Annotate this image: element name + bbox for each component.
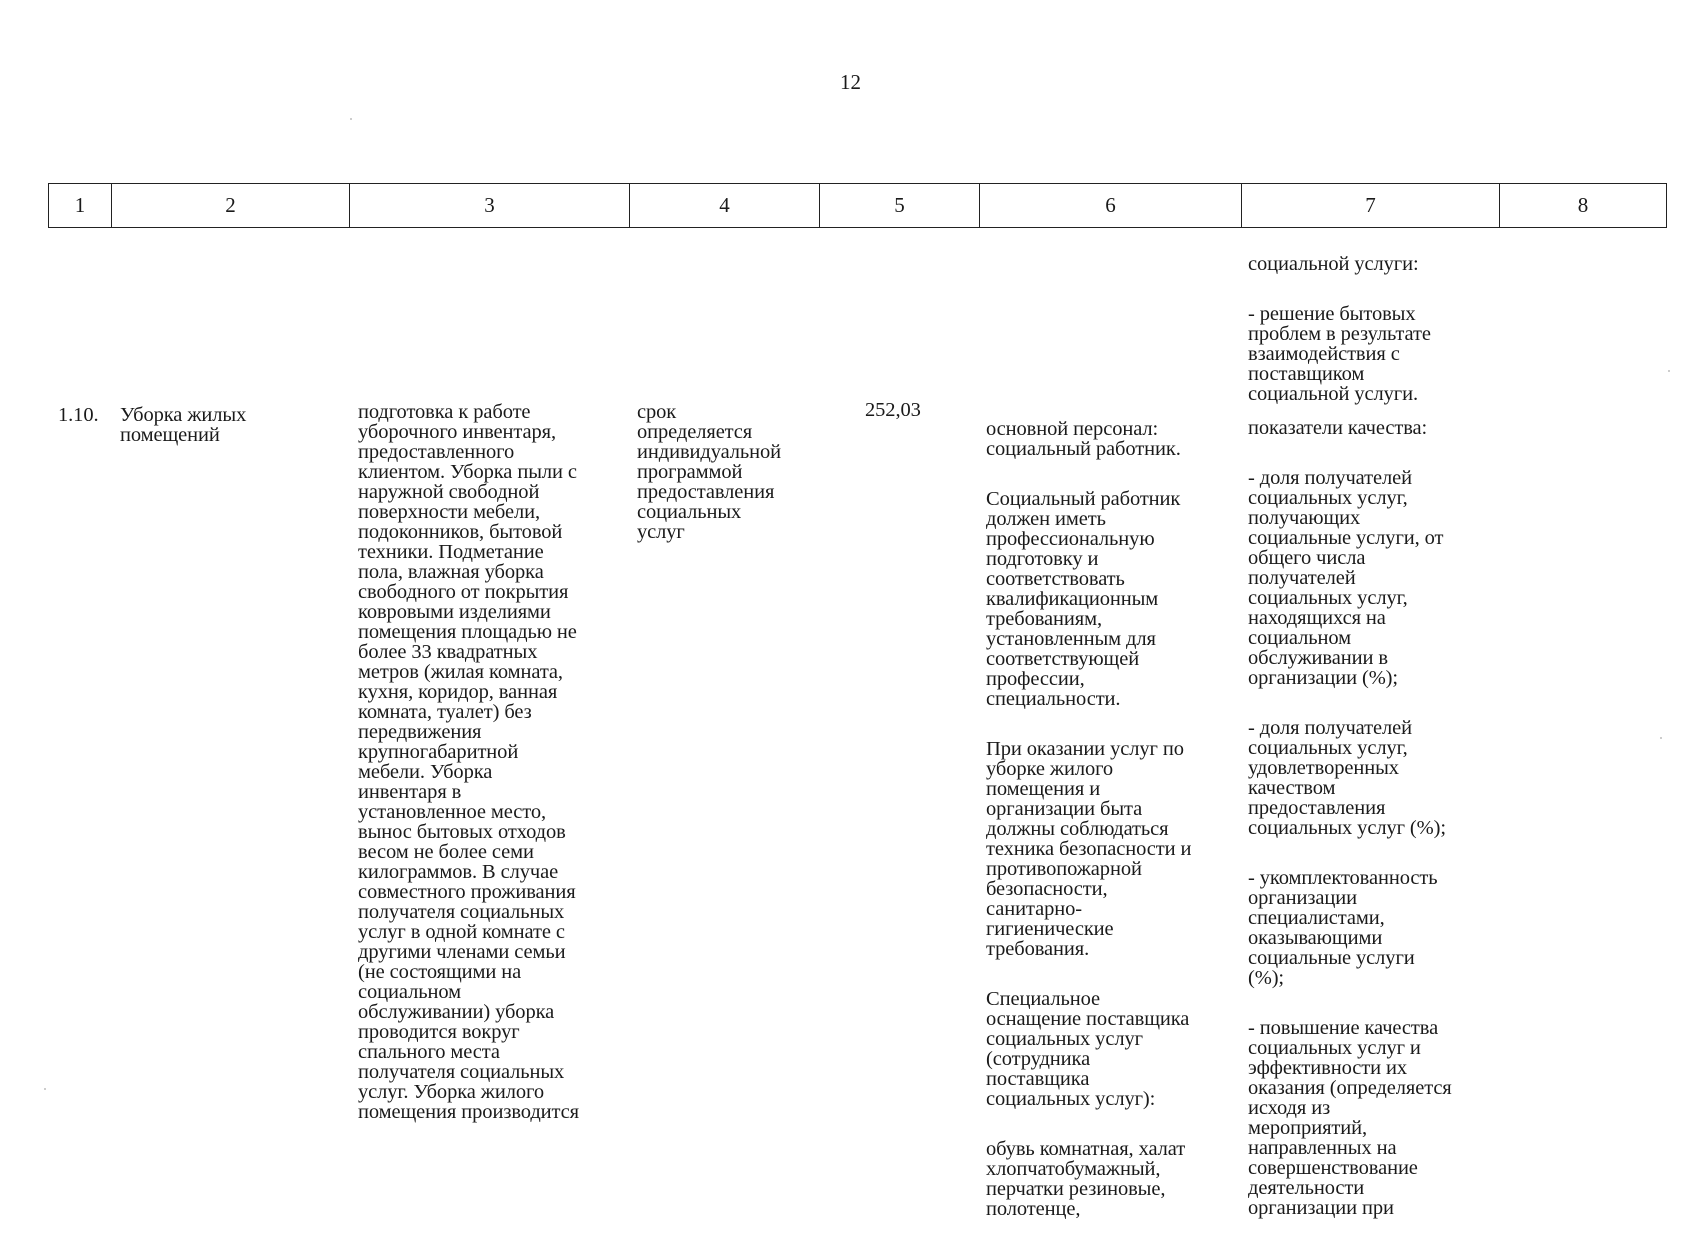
continuation-paragraph: - решение бытовых проблем в результате взаимодействия с поставщиком социальной услуги.: [1248, 303, 1431, 405]
column-header-3: 3: [350, 184, 630, 228]
conditions-paragraph: При оказании услуг по уборке жилого помещения и организации быта должны соблюдаться техника безопасности и противопожарной безопасности, санитарно- гигиенические требования.: [986, 738, 1192, 960]
quality-paragraph: показатели качества:: [1248, 417, 1428, 439]
column-header-7: 7: [1242, 184, 1500, 228]
continuation-line: социальной услуги:: [1248, 253, 1419, 275]
column-header-1: 1: [49, 184, 112, 228]
quality-paragraph: - доля получателей социальных услуг, получающих социальные услуги, от общего числа получателей социальных услуг, находящихся на социальном обслуживании в организации (%);: [1248, 467, 1444, 689]
row-number: 1.10.: [58, 404, 99, 426]
column-number-header: [48, 183, 1667, 228]
quality-paragraph: - доля получателей социальных услуг, удовлетворенных качеством предоставления социальных услуг (%);: [1248, 717, 1446, 839]
column-header-4: 4: [630, 184, 820, 228]
scan-speck: [44, 1088, 46, 1090]
service-conditions: [986, 399, 1246, 1239]
conditions-paragraph: Специальное оснащение поставщика социальных услуг (сотрудника поставщика социальных услуг):: [986, 988, 1190, 1110]
quality-paragraph: - укомплектованность организации специалистами, оказывающими социальные услуги (%);: [1248, 867, 1438, 989]
scan-speck: [1668, 370, 1670, 372]
continuation-quality-cell: [1248, 234, 1498, 424]
service-description: подготовка к работе уборочного инвентаря, предоставленного клиентом. Уборка пыли с наружной свободной поверхности мебели, подоконников, бытовой техники. Подметание пола, влажная уборка свободного от покрытия ковровыми изделиями помещения площадью не более 33 квадратных метров (жилая комната, кухня, коридор, ванная комната, туалет) без передвижения крупногабаритной мебели. Уборка инвентаря в установленное место, вынос бытовых отходов весом не более семи килограммов. В случае совместного проживания получателя социальных услуг в одной комнате с другими членами семьи (не состоящими на социальном обслуживании) уборка проводится вокруг спального места получателя социальных услуг. Уборка жилого помещения производится: [358, 401, 579, 1123]
quality-paragraph: - повышение качества социальных услуг и эффективности их оказания (определяется исходя из мероприятий, направленных на совершенствование деятельности организации при: [1248, 1017, 1452, 1219]
conditions-paragraph: основной персонал: социальный работник.: [986, 418, 1181, 460]
service-tariff: 252,03: [865, 399, 921, 421]
service-name: Уборка жилых помещений: [120, 404, 247, 446]
column-header-5: 5: [820, 184, 980, 228]
column-header-8: 8: [1500, 184, 1667, 228]
scan-speck: [1660, 737, 1662, 739]
quality-indicators: [1248, 398, 1503, 1238]
page-number: 12: [840, 70, 861, 94]
column-header-6: 6: [980, 184, 1242, 228]
conditions-paragraph: обувь комнатная, халат хлопчатобумажный, перчатки резиновые, полотенце,: [986, 1138, 1186, 1220]
column-header-2: 2: [112, 184, 350, 228]
service-term: срок определяется индивидуальной программой предоставления социальных услуг: [637, 401, 782, 543]
conditions-paragraph: Социальный работник должен иметь профессиональную подготовку и соответствовать квалификационным требованиям, установленным для соответствующей профессии, специальности.: [986, 488, 1181, 710]
scan-speck: [350, 118, 352, 120]
